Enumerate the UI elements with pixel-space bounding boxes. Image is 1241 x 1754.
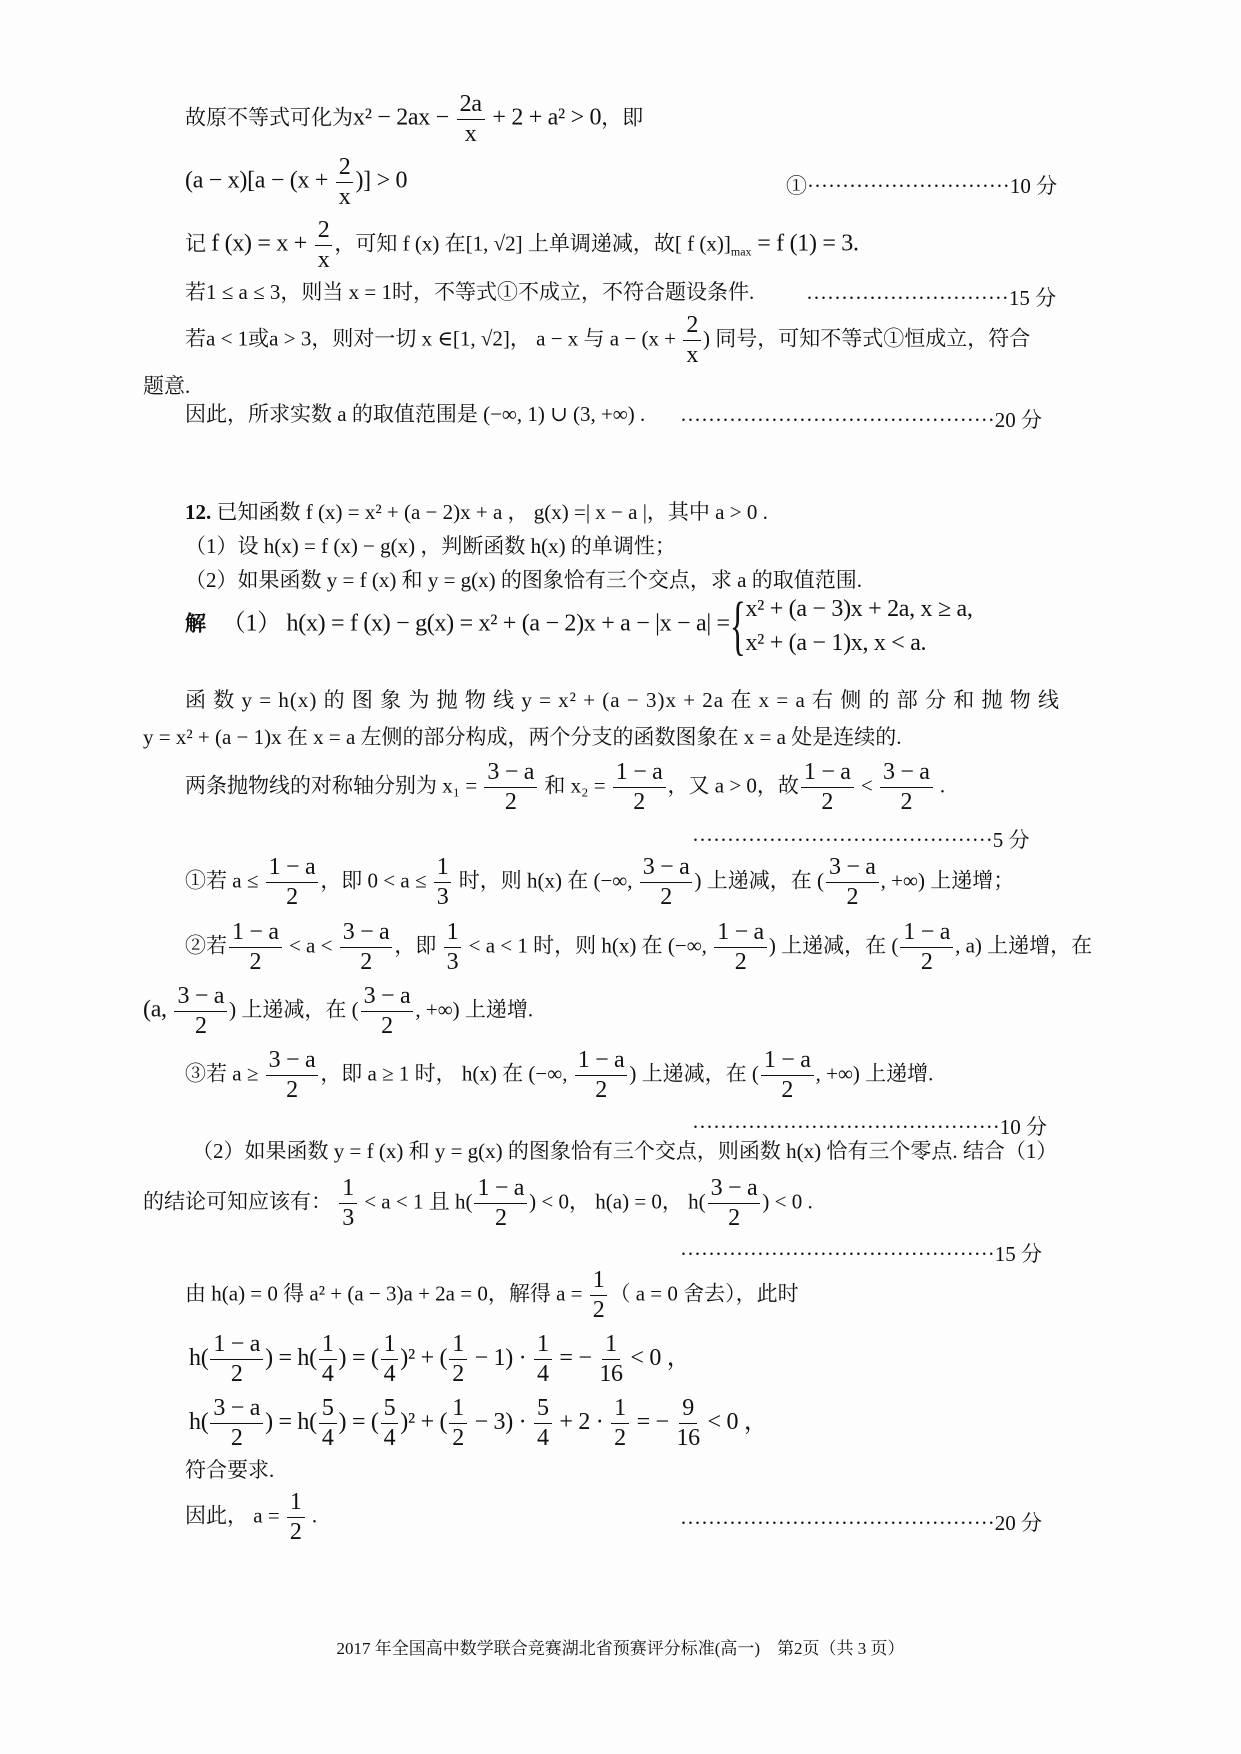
text: ，即 xyxy=(601,105,644,130)
text: 已知函数 f (x) = x² + (a − 2)x + a ， g(x) =| x − a |，其中 a > 0 . xyxy=(216,500,768,524)
text: ) 上递减，在 ( xyxy=(768,933,899,958)
fraction: $\frac{1 - a}{2}$ xyxy=(229,920,282,975)
text: ) 同号，可知不等式①恒成立，符合 xyxy=(703,326,1031,351)
fraction: $\frac{1}{2}$ xyxy=(287,1490,305,1545)
text: , +∞) 上递增. xyxy=(415,997,534,1022)
text: ) < 0 . xyxy=(762,1189,813,1214)
text: ) 上递减，在 ( xyxy=(629,1061,759,1086)
text: 函 数 y = h(x) 的 图 象 为 抛 物 线 y = x² + (a − 3)x + 2a 在 x = a 右 侧 的 部 分 和 抛 物 线 xyxy=(185,688,1061,712)
math: x² − 2ax − xyxy=(353,104,455,131)
case-2-line xyxy=(185,920,1092,975)
text: , a) 上递增，在 xyxy=(955,933,1093,958)
fraction: $\frac{3 - a}{2}$ xyxy=(361,984,414,1039)
math: (a, xyxy=(143,996,173,1023)
score-label: 10 分 xyxy=(999,1115,1047,1139)
dots: ············································· xyxy=(680,408,995,432)
fraction: $\frac{1}{2}$ xyxy=(590,1268,608,1323)
fraction: $\frac{3 - a}{2}$ xyxy=(880,760,933,815)
text: 若a < 1或a > 3，则对一切 x ∈[1, √2]， a − x 与 a − (x + xyxy=(185,326,682,351)
score-label: 20 分 xyxy=(994,1511,1042,1535)
text: < a < 1 时，则 h(x) 在 (−∞, xyxy=(463,933,713,958)
dots: ····························· xyxy=(807,174,1010,198)
text: 若1 ≤ a ≤ 3，则当 x = 1时，不等式①不成立，不符合题设条件. xyxy=(185,280,755,304)
fraction: $\frac{1}{3}$ xyxy=(444,920,462,975)
fraction: $\frac{1}{4}$ xyxy=(381,1332,399,1387)
case: x² + (a − 1)x, x < a. xyxy=(745,629,927,656)
math: + 2 + a² > 0 xyxy=(486,104,602,131)
text: ) 上递减，在 ( xyxy=(694,868,824,893)
fraction: $\frac{9}{16}$ xyxy=(676,1395,700,1452)
fraction: $\frac{2}{x}$ xyxy=(315,218,333,273)
fraction: $\frac{3 - a}{2}$ xyxy=(174,984,227,1039)
fraction: $\frac{1 - a}{2}$ xyxy=(266,855,319,910)
fraction: $\frac{3 - a}{2}$ xyxy=(826,855,879,910)
dots: ··········································· xyxy=(692,828,993,852)
text: 因此，所求实数 a 的取值范围是 (−∞, 1) ∪ (3, +∞) . xyxy=(185,402,646,426)
text: , +∞) 上递增； xyxy=(880,868,1015,893)
dots: ············································ xyxy=(692,1115,1000,1139)
text: < xyxy=(855,773,878,798)
fraction: $\frac{1 - a}{2}$ xyxy=(900,920,953,975)
ineq-transform-line xyxy=(185,92,643,147)
text: . xyxy=(306,1503,318,1528)
fraction: $\frac{1}{2}$ xyxy=(449,1396,467,1451)
score-label: 20 分 xyxy=(994,408,1042,432)
text: < a < 1 且 h( xyxy=(358,1189,473,1214)
fraction: $\frac{5}{4}$ xyxy=(319,1396,337,1451)
fraction: $\frac{2}{x}$ xyxy=(683,313,701,368)
problem-12-stem xyxy=(185,502,768,523)
subscript: max xyxy=(730,244,752,259)
text: ，又 a > 0，故 xyxy=(667,773,799,798)
math: (a − x)[a − (x + xyxy=(185,167,334,194)
paragraph-line xyxy=(143,727,901,748)
page-footer: 2017 年全国高中数学联合竞赛湖北省预赛评分标准(高一) 第2页（共 3 页） xyxy=(336,1639,905,1658)
score-label: 15 分 xyxy=(1008,286,1057,310)
math: )] > 0 xyxy=(355,167,408,194)
fraction: $\frac{2}{x}$ xyxy=(336,155,354,210)
score-leader xyxy=(680,404,1042,434)
text: （2）如果函数 y = f (x) 和 y = g(x) 的图象恰有三个交点，求 a 的取值范围. xyxy=(185,568,862,592)
part-2-line xyxy=(192,1141,1057,1162)
score-leader xyxy=(692,1111,1047,1141)
text: ，即 xyxy=(394,933,442,958)
calc-line-2: h( $\frac{3 - a}{2}$ ) = h( $\frac{5}{4}$ ) = ( $\frac{5}{4}$ )² + ( $\frac{1}{2}$ − 3) · $\frac{5}{4}$ + 2 · $\frac{1}{2}$ = − $\frac{9}{16}$ < 0 ， xyxy=(189,1395,768,1452)
text: 因此， a = xyxy=(185,1503,285,1528)
fraction: $\frac{1 - a}{2}$ xyxy=(474,1176,527,1231)
fraction: $\frac{3 - a}{2}$ xyxy=(708,1176,761,1231)
fraction: $\frac{1 - a}{2}$ xyxy=(613,760,666,815)
case-outside-line xyxy=(185,313,1030,368)
problem-number: 12. xyxy=(185,500,212,524)
case-3-line xyxy=(185,1048,933,1103)
text: . xyxy=(934,773,946,798)
fraction: $\frac{5}{4}$ xyxy=(534,1396,552,1451)
text: y = x² + (a − 1)x 在 x = a 左侧的部分构成，两个分支的函数图象在 x = a 处是连续的. xyxy=(143,725,902,749)
text: < a < xyxy=(283,933,338,958)
solution-h-definition xyxy=(185,589,973,662)
text: 题意. xyxy=(143,374,191,398)
text: 符合要求. xyxy=(185,1458,275,1482)
score-leader xyxy=(692,824,1029,854)
text: 两条抛物线的对称轴分别为 x₁ = xyxy=(185,773,483,798)
math: = f (1) = 3. xyxy=(751,230,859,257)
paragraph-line xyxy=(185,690,1060,711)
symmetry-axes-line xyxy=(185,760,945,815)
math: f (x) = x + xyxy=(211,230,313,257)
fraction: $\frac{1}{4}$ xyxy=(534,1332,552,1387)
fraction: $\frac{3 - a}{2}$ xyxy=(640,855,693,910)
text: ，即 a ≥ 1 时， h(x) 在 (−∞, xyxy=(320,1061,573,1086)
case: x² + (a − 3)x + 2a, x ≥ a, xyxy=(745,595,973,622)
continuation-line xyxy=(143,376,190,397)
f-definition-line xyxy=(185,218,859,273)
problem-12-q2 xyxy=(185,570,862,591)
fraction: $\frac{1}{4}$ xyxy=(319,1332,337,1387)
text: 时，则 h(x) 在 (−∞, xyxy=(453,868,638,893)
text: ③若 a ≥ xyxy=(185,1061,264,1086)
score-label: 15 分 xyxy=(994,1242,1042,1266)
text: ①若 a ≤ xyxy=(185,868,264,893)
final-answer xyxy=(185,1490,317,1545)
text: 故原不等式可化为 xyxy=(185,105,353,130)
circled-one: ① xyxy=(786,174,807,198)
fraction: $\frac{5}{4}$ xyxy=(381,1396,399,1451)
fraction: $\frac{1}{2}$ xyxy=(611,1396,629,1451)
fraction: $\frac{1}{3}$ xyxy=(434,855,452,910)
score-leader xyxy=(680,1238,1042,1268)
part-2-conditions xyxy=(143,1176,813,1231)
text: 的结论可知应该有： xyxy=(143,1189,338,1214)
text: , +∞) 上递增. xyxy=(815,1061,934,1086)
solution-label: 解 xyxy=(185,611,206,636)
problem-12-q1 xyxy=(185,536,676,557)
calc-line-1: h( $\frac{1 - a}{2}$ ) = h( $\frac{1}{4}$ ) = ( $\frac{1}{4}$ )² + ( $\frac{1}{2}$ − 1) · $\frac{1}{4}$ = − $\frac{1}{16}$ < 0 ， xyxy=(189,1331,691,1388)
score-leader xyxy=(806,282,1056,312)
fraction: $\frac{3 - a}{2}$ xyxy=(210,1396,263,1451)
score-label: 5 分 xyxy=(992,828,1030,852)
fraction: $\frac{3 - a}{2}$ xyxy=(266,1048,319,1103)
text: 和 x₂ = xyxy=(539,773,611,798)
fraction: $\frac{2a}{x}$ xyxy=(457,92,485,147)
score-leader xyxy=(680,1507,1042,1537)
case-1-to-3-line xyxy=(185,282,754,303)
ineq-factored-line xyxy=(185,155,407,210)
meets-requirement xyxy=(185,1460,274,1481)
dots: ············································· xyxy=(680,1511,995,1535)
dots: ············································· xyxy=(680,1242,995,1266)
fraction: $\frac{1 - a}{2}$ xyxy=(575,1048,628,1103)
text: ，即 0 < a ≤ xyxy=(320,868,432,893)
fraction: $\frac{1}{3}$ xyxy=(339,1176,357,1231)
solve-line xyxy=(185,1268,799,1323)
text: （2）如果函数 y = f (x) 和 y = g(x) 的图象恰有三个交点，则函数 h(x) 恰有三个零点. 结合（1） xyxy=(192,1139,1058,1163)
text: （1）设 h(x) = f (x) − g(x) ，判断函数 h(x) 的单调性； xyxy=(185,534,676,558)
fraction: $\frac{1 - a}{2}$ xyxy=(761,1048,814,1103)
fraction: $\frac{1 - a}{2}$ xyxy=(714,920,767,975)
text: ) < 0， h(a) = 0， h( xyxy=(529,1189,706,1214)
dots: ····························· xyxy=(806,286,1009,310)
case-2-continuation xyxy=(143,984,533,1039)
score-label: 10 分 xyxy=(1009,174,1058,198)
fraction: $\frac{1 - a}{2}$ xyxy=(801,760,854,815)
text: （ a = 0 舍去），此时 xyxy=(609,1281,799,1306)
fraction: $\frac{1}{2}$ xyxy=(449,1332,467,1387)
left-brace: { xyxy=(729,589,746,662)
conclusion-line xyxy=(185,404,645,425)
fraction: $\frac{1}{16}$ xyxy=(599,1331,623,1388)
text: ②若 xyxy=(185,933,227,958)
fraction: $\frac{3 - a}{2}$ xyxy=(340,920,393,975)
text: ，可知 f (x) 在[1, √2] 上单调递减，故[ f (x)] xyxy=(334,231,731,256)
fraction: $\frac{1 - a}{2}$ xyxy=(210,1332,263,1387)
text: 记 xyxy=(185,231,212,256)
piecewise-cases xyxy=(745,597,972,655)
case-1-line xyxy=(185,855,1014,910)
text: ) 上递减，在 ( xyxy=(229,997,359,1022)
text: 由 h(a) = 0 得 a² + (a − 3)a + 2a = 0，解得 a = xyxy=(185,1281,588,1306)
math: （1） h(x) = f (x) − g(x) = x² + (a − 2)x + a − |x − a| = xyxy=(221,610,730,637)
score-leader xyxy=(786,170,1057,200)
fraction: $\frac{3 - a}{2}$ xyxy=(484,760,537,815)
